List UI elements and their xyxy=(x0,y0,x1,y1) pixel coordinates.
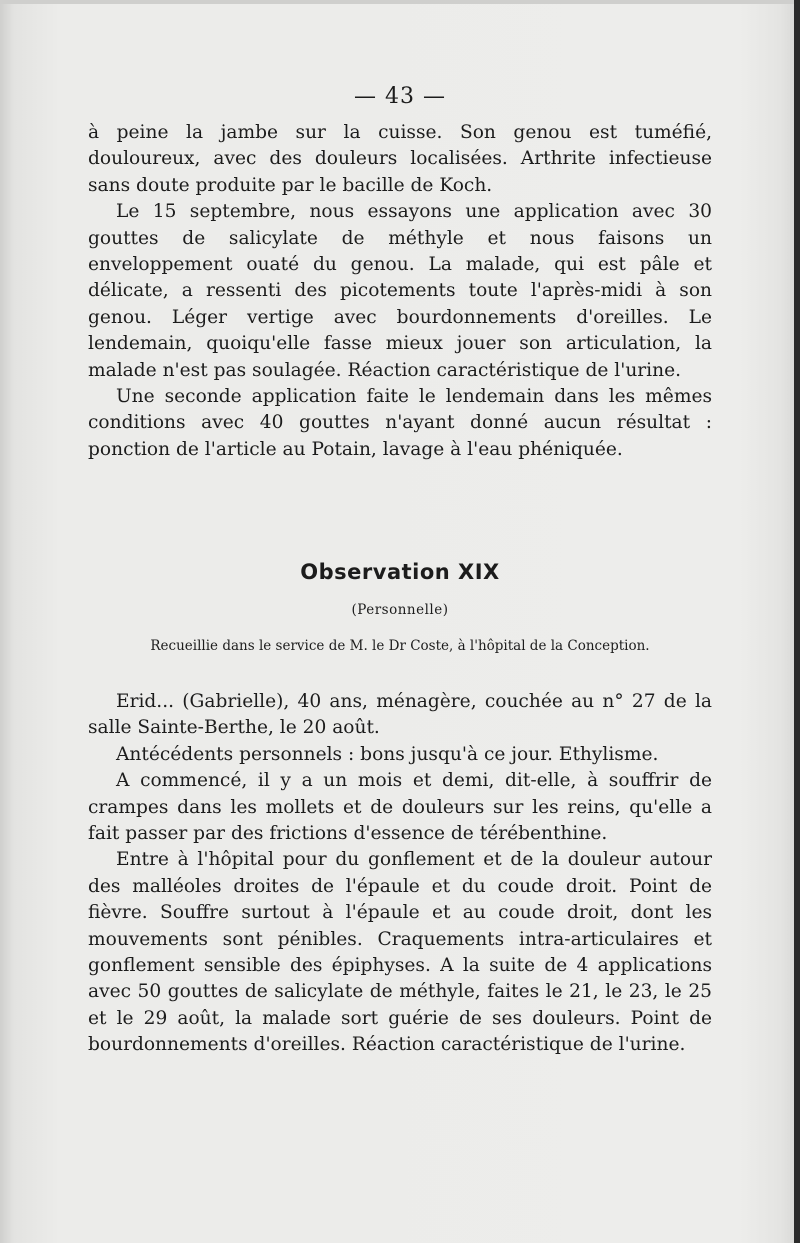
page-number: — 43 — xyxy=(354,84,446,109)
text-block-bottom xyxy=(88,689,712,1059)
paragraph: Erid... (Gabrielle), 40 ans, ménagère, couchée au n° 27 de la salle Sainte-Berthe, le 20 août. xyxy=(88,691,712,739)
paragraph: Le 15 septembre, nous essayons une application avec 30 gouttes de salicylate de méthyle et nous faisons un enveloppement ouaté du genou. La malade, qui est pâle et délicate, a ressenti des picotements toute l'après-midi à son genou. Léger vertige avec bourdonnements d'oreilles. Le lendemain, quoiqu'elle fasse mieux jouer son articulation, la malade n'est pas soulagée. Réaction caractéristique de l'urine. xyxy=(88,201,712,381)
paragraph: à peine la jambe sur la cuisse. Son genou est tuméfié, douloureux, avec des douleurs localisées. Arthrite infectieuse sans doute produite par le bacille de Koch. xyxy=(88,122,712,196)
paragraph: A commencé, il y a un mois et demi, dit-elle, à souffrir de crampes dans les mollets et de douleurs sur les reins, qu'elle a fait passer par des frictions d'essence de térébenthine. xyxy=(88,770,712,845)
paragraph: Antécédents personnels : bons jusqu'à ce jour. Ethylisme. xyxy=(116,743,659,765)
paragraph: Une seconde application faite le lendemain dans les mêmes conditions avec 40 gouttes n'ayant donné aucun résultat : ponction de l'article au Potain, lavage à l'eau phéniquée. xyxy=(88,386,712,460)
page-top-edge xyxy=(0,0,800,4)
observation-subtitle: (Personnelle) xyxy=(351,602,449,618)
text-block-top xyxy=(88,120,712,463)
observation-source: Recueillie dans le service de M. le Dr Coste, à l'hôpital de la Conception. xyxy=(150,638,650,654)
paragraph: Entre à l'hôpital pour du gonflement et de la douleur autour des malléoles droites de l'épaule et du coude droit. Point de fièvre. Souffre surtout à l'épaule et au coude droit, dont les mouvements sont pénibles. Craquements intra-articulaires et gonflement sensible des épiphyses. A la suite de 4 applications avec 50 gouttes de salicylate de méthyle, faites le 21, le 23, le 25 et le 29 août, la malade sort guérie de ses douleurs. Point de bourdonnements d'oreilles. Réaction caractéristique de l'urine. xyxy=(88,849,712,1056)
observation-title: Observation XIX xyxy=(300,560,500,584)
page-right-edge xyxy=(794,0,800,1243)
